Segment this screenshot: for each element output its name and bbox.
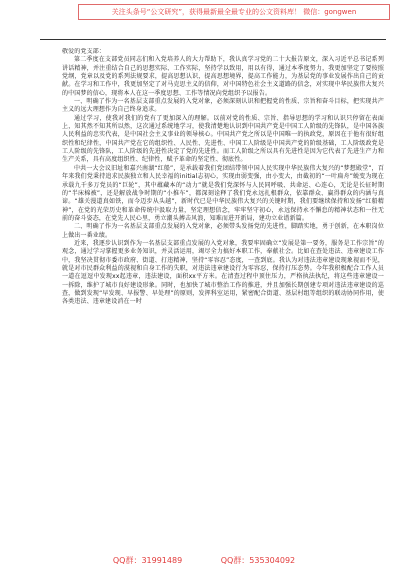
footer-qq-group: QQ群：535304092 (220, 556, 296, 565)
paragraph: 第二季度在支部党员同志们和入党培养人的大力帮助下，我认真学习党的二十大报告原文，深入习近平总书记系列讲话精神，并注重结合自己的思想实际、工作实际，坚持学以致用，用以有得，通过本季度努力，我更加坚定了要按照党纲，党章以及党的系列法规要求，提高思想认识，提高思想境界，提高工作能力，为基层党的事业发展作出自己的贡献。在学习和工作中，我更加坚定了对马克思主义的信仰，对中国特色社会主义道路的信念，对实现中华民族伟大复兴的中国梦的信心，现将本人在这一季度思想、工作等情况向党组织予以报告。 (62, 56, 384, 97)
paragraph: 二、明确了作为一名基层支部重点发展的入党对象，必须带头发扬党的先进性，脚踏实地，勇于创新，在本职岗位上做出一番业绩。 (62, 223, 384, 239)
greeting: 敬爱的党支部： (62, 48, 106, 55)
paragraph: 一、明确了作为一名基层支部重点发展的入党对象，必须深刻认识和把握党的性质、宗旨和奋斗目标，把实现共产主义的远大理想作为自己终身追求。 (62, 98, 384, 114)
paragraph: 中共一大会议旧址和嘉兴南湖“红船”，是承载着我们党团结带领中国人民实现中华民族伟大复兴的“梦想殿堂”，百年来我们党秉持追求民族独立和人民幸福的initial志初心，实现由弱变强，由小变大，由截初的“一叶扁舟”蜕变为现在承载九千多万党员的“巨轮”，其中蕴藏本的“动力”就是我们党深怀与人民同呼吸、共命运、心连心，无论是长征时期的“半床棉被”，还是解放战争时期的“小推车”，都深刻诠释了我们党永远扎根群众，依靠群众、赢得群众的内涵与真谛。“雄关漫道真如铁，而今迈步从头越”，新时代已是中华民族伟大复兴的关键时期，我们要继续保持和发扬“红船精神”，在党的光荣历史和革命传统中汲取力量，坚定理想信念，牢牢坚守初心，永远保持永不懈怠的精神状态和一往无前的奋斗姿态，在党先人民心里，勇立潮头搏击风浪，知难而进开新局，建功立业谱新篇。 (62, 164, 384, 222)
footer (0, 555, 408, 566)
footer-qq: QQ群：31991489 (112, 556, 183, 565)
header-rule (40, 39, 386, 40)
promo-banner: 关注头条号“公文研究”，获得最新最全最专业的公文资料库！ 微信：gongwen (78, 4, 390, 20)
paragraph: 近来，我逐步认识到作为一名基层支部重点发展的入党对象，我要牢固确立“发展是第一要务，服务是工作宗旨”的观念，通过学习掌握更多业务知识，并灵活运用，竭尽全力搞好本职工作，奉献社会。比如在查处违法、违章建设工作中，我坚决贯彻市委市政府、街道、打违精神，坚持“零容忍”态度，一查到底。我认为对违法违章建设现象视而不见，就是对市民群众利益的漠视和自身工作的失职，对违法违章建设行为零容忍，保持打压态势。今年我积极配合工作人员一道在逗逗中发现xx起违章，违法建设，面积xx平方米。在清查过程中顶住压力，严格执法执纪，将这些违章建设一一拆除，维护了城市良好建设形象。同时，也加快了城市整治工作的推进，并且加强长期创建专项对违法违章建设的巡查，做到发现“早发现、早报警、早处理”的原则，发挥科室运用，紧密配合街道、基层村组等组织的联动协同作用，使各类违法、违章建设消在一时 (62, 239, 384, 306)
document-body (62, 48, 384, 546)
paragraph: 通过学习，使我对我们的党有了更加深入的理解。以前对党的性质、宗旨、指导思想的学习和认识只停留在表面上，知其然不知其所以然，这次通过系统地学习，使我清楚地认识到中国共产党是中国工人阶级的先锋队，是中国各族人民利益的忠实代表，是中国社会主义事业的领导核心。中国共产党之所以是中国唯一的执政党，原因在于他有很好组织性和纪律性，中国共产党在它的组织性、人民性、先进性、中国工人阶级是中国共产党的阶级基础，工人阶级政党是工人阶级的先锋队，工人阶级的先进性决定了党的先进性。而工人阶级之所以具有先进性是因为它代表了先进生产力和生产关系，具有高度组织性、纪律性，赋予革命的坚定性、彻底性。 (62, 114, 384, 164)
